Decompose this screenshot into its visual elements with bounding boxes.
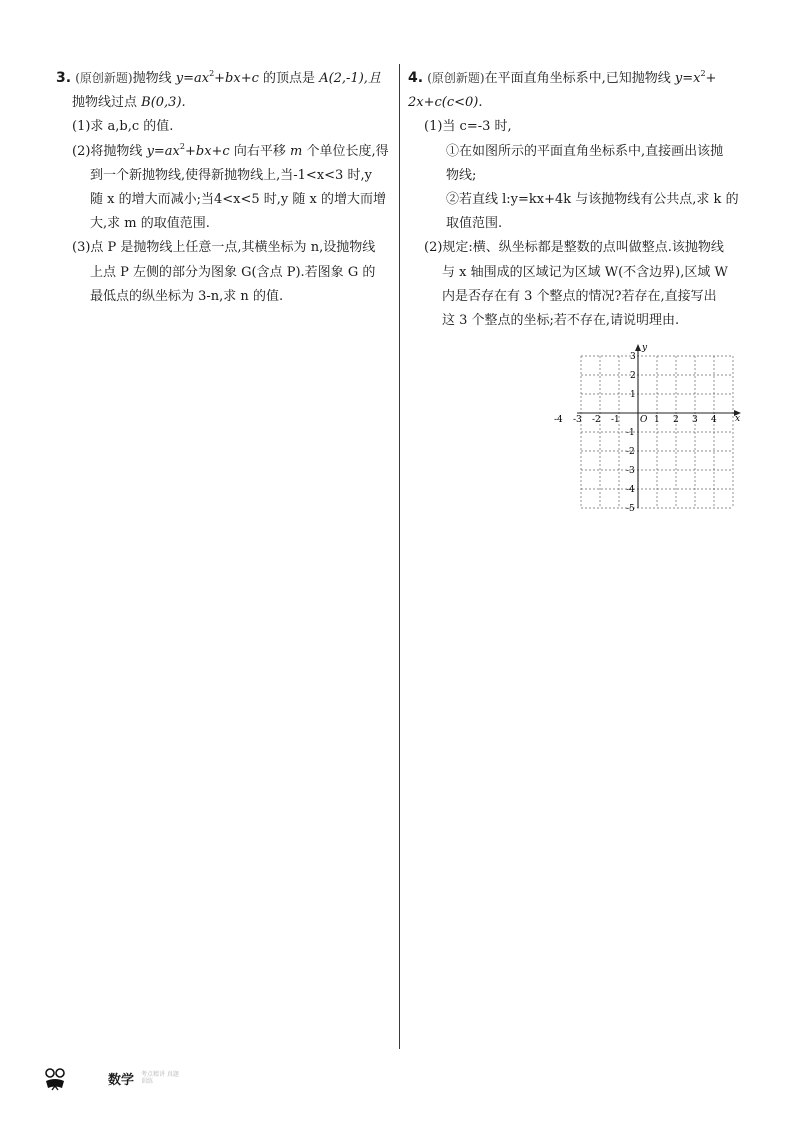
coordinate-grid-svg [554, 342, 745, 514]
q4-part-1-i-line-2: 物线; [446, 167, 477, 183]
q3-part-2-text-3: 个单位长度,得 [306, 143, 389, 159]
q4-part-1-ii-line-1: ②若直线 l:y=kx+4k 与该抛物线有公共点,求 k 的 [446, 192, 739, 208]
origin-label: O [640, 415, 648, 425]
footer-faint-text: 考点精讲 真题训练 [141, 1071, 179, 1085]
q3-stem-line-1 [56, 66, 389, 91]
logo-icon [42, 1066, 68, 1092]
y-tick-label: -2 [626, 447, 635, 457]
q3-part-2-text-2: 向右平移 [233, 143, 286, 159]
q4-exponent: 2 [700, 69, 706, 78]
q3-part-2-line-3: 随 x 的增大而减小;当4<x<5 时,y 随 x 的增大而增 [90, 192, 386, 208]
q4-tag: (原创新题) [427, 71, 485, 85]
q4-formula-cont: 2x+c(c<0). [408, 95, 483, 111]
q3-part-2-line-1 [56, 140, 389, 164]
q3-part-2-m: m [290, 143, 303, 159]
question-3 [56, 66, 389, 309]
q3-exponent: 2 [209, 69, 215, 78]
q4-formula: y=x [674, 71, 701, 86]
x-tick-label: -3 [573, 415, 582, 425]
q4-stem-line-2 [408, 91, 753, 115]
q4-part-2-line-2: 与 x 轴围成的区域记为区域 W(不含边界),区域 W [442, 264, 728, 280]
q3-stem-text-2: 的顶点是 [263, 71, 316, 86]
q4-part-1-i-line-1: ①在如图所示的平面直角坐标系中,直接画出该抛 [446, 143, 724, 159]
q3-part-2-line-2: 到一个新抛物线,使得新抛物线上,当-1<x<3 时,y [90, 167, 372, 183]
column-divider [399, 64, 400, 1049]
q3-part-2-exponent: 2 [179, 141, 185, 151]
y-tick-labels [626, 352, 636, 514]
x-tick-label: 2 [673, 415, 679, 425]
q3-vertex: A(2,-1),且 [319, 71, 381, 86]
y-axis-label: y [642, 343, 648, 353]
x-tick-label: -4 [554, 415, 563, 425]
q4-part-1: (1)当 c=-3 时, [424, 119, 512, 135]
q3-part-3-line-3: 最低点的纵坐标为 3-n,求 n 的值. [90, 288, 284, 304]
grid-lines [581, 356, 733, 508]
q4-part-2-line-1: (2)规定:横、纵坐标都是整数的点叫做整点.该抛物线 [424, 240, 724, 256]
q4-part-2-line-4: 这 3 个整点的坐标;若不存在,请说明理由. [442, 313, 680, 329]
coordinate-grid [554, 342, 745, 514]
question-4 [408, 66, 753, 333]
x-tick-label: 3 [692, 415, 698, 425]
q3-part-1: (1)求 a,b,c 的值. [72, 119, 174, 135]
y-axis-arrow [635, 344, 641, 351]
x-tick-label: 1 [654, 415, 660, 425]
q3-point-b: B(0,3). [141, 95, 186, 111]
q3-stem-text-3: 抛物线过点 [72, 95, 138, 111]
q4-part-2-line-3: 内是否存在有 3 个整点的情况?若存在,直接写出 [442, 288, 717, 304]
footer-subject: 数学 [108, 1073, 135, 1088]
x-tick-label: -1 [611, 415, 620, 425]
q3-part-3-line-1: (3)点 P 是抛物线上任意一点,其横坐标为 n,设抛物线 [72, 240, 376, 256]
y-tick-label: 2 [630, 371, 636, 381]
x-tick-label: -2 [592, 415, 601, 425]
q3-part-2-formula: y=ax [146, 143, 180, 159]
q3-part-2-formula-rest: +bx+c [184, 143, 230, 159]
q4-stem-line-1 [408, 66, 753, 91]
q3-formula: y=ax [175, 71, 210, 86]
x-tick-labels [554, 415, 717, 425]
y-tick-label: -3 [626, 466, 635, 476]
q4-number: 4. [408, 70, 424, 86]
y-tick-label: 1 [630, 390, 636, 400]
q3-part-2-line-4: 大,求 m 的取值范围. [90, 216, 210, 232]
q4-stem-text: 在平面直角坐标系中,已知抛物线 [484, 71, 671, 86]
y-tick-label: -5 [626, 504, 635, 514]
q3-part-3-line-2: 上点 P 左侧的部分为图象 G(含点 P).若图象 G 的 [90, 264, 376, 280]
y-tick-label: -4 [626, 485, 635, 495]
q3-part-2-text: (2)将抛物线 [72, 143, 143, 159]
y-tick-label: -1 [626, 428, 635, 438]
q4-plus: + [705, 71, 717, 86]
q3-number: 3. [56, 70, 72, 86]
x-tick-label: 4 [711, 415, 717, 425]
q3-stem-text: 抛物线 [132, 71, 172, 86]
q4-part-1-ii-line-2: 取值范围. [446, 216, 503, 232]
q3-stem-line-2 [56, 91, 389, 115]
y-tick-label: 3 [630, 352, 636, 362]
q3-tag: (原创新题) [75, 71, 133, 85]
x-axis-label: x [735, 414, 741, 424]
q3-formula-rest: +bx+c [214, 71, 259, 86]
